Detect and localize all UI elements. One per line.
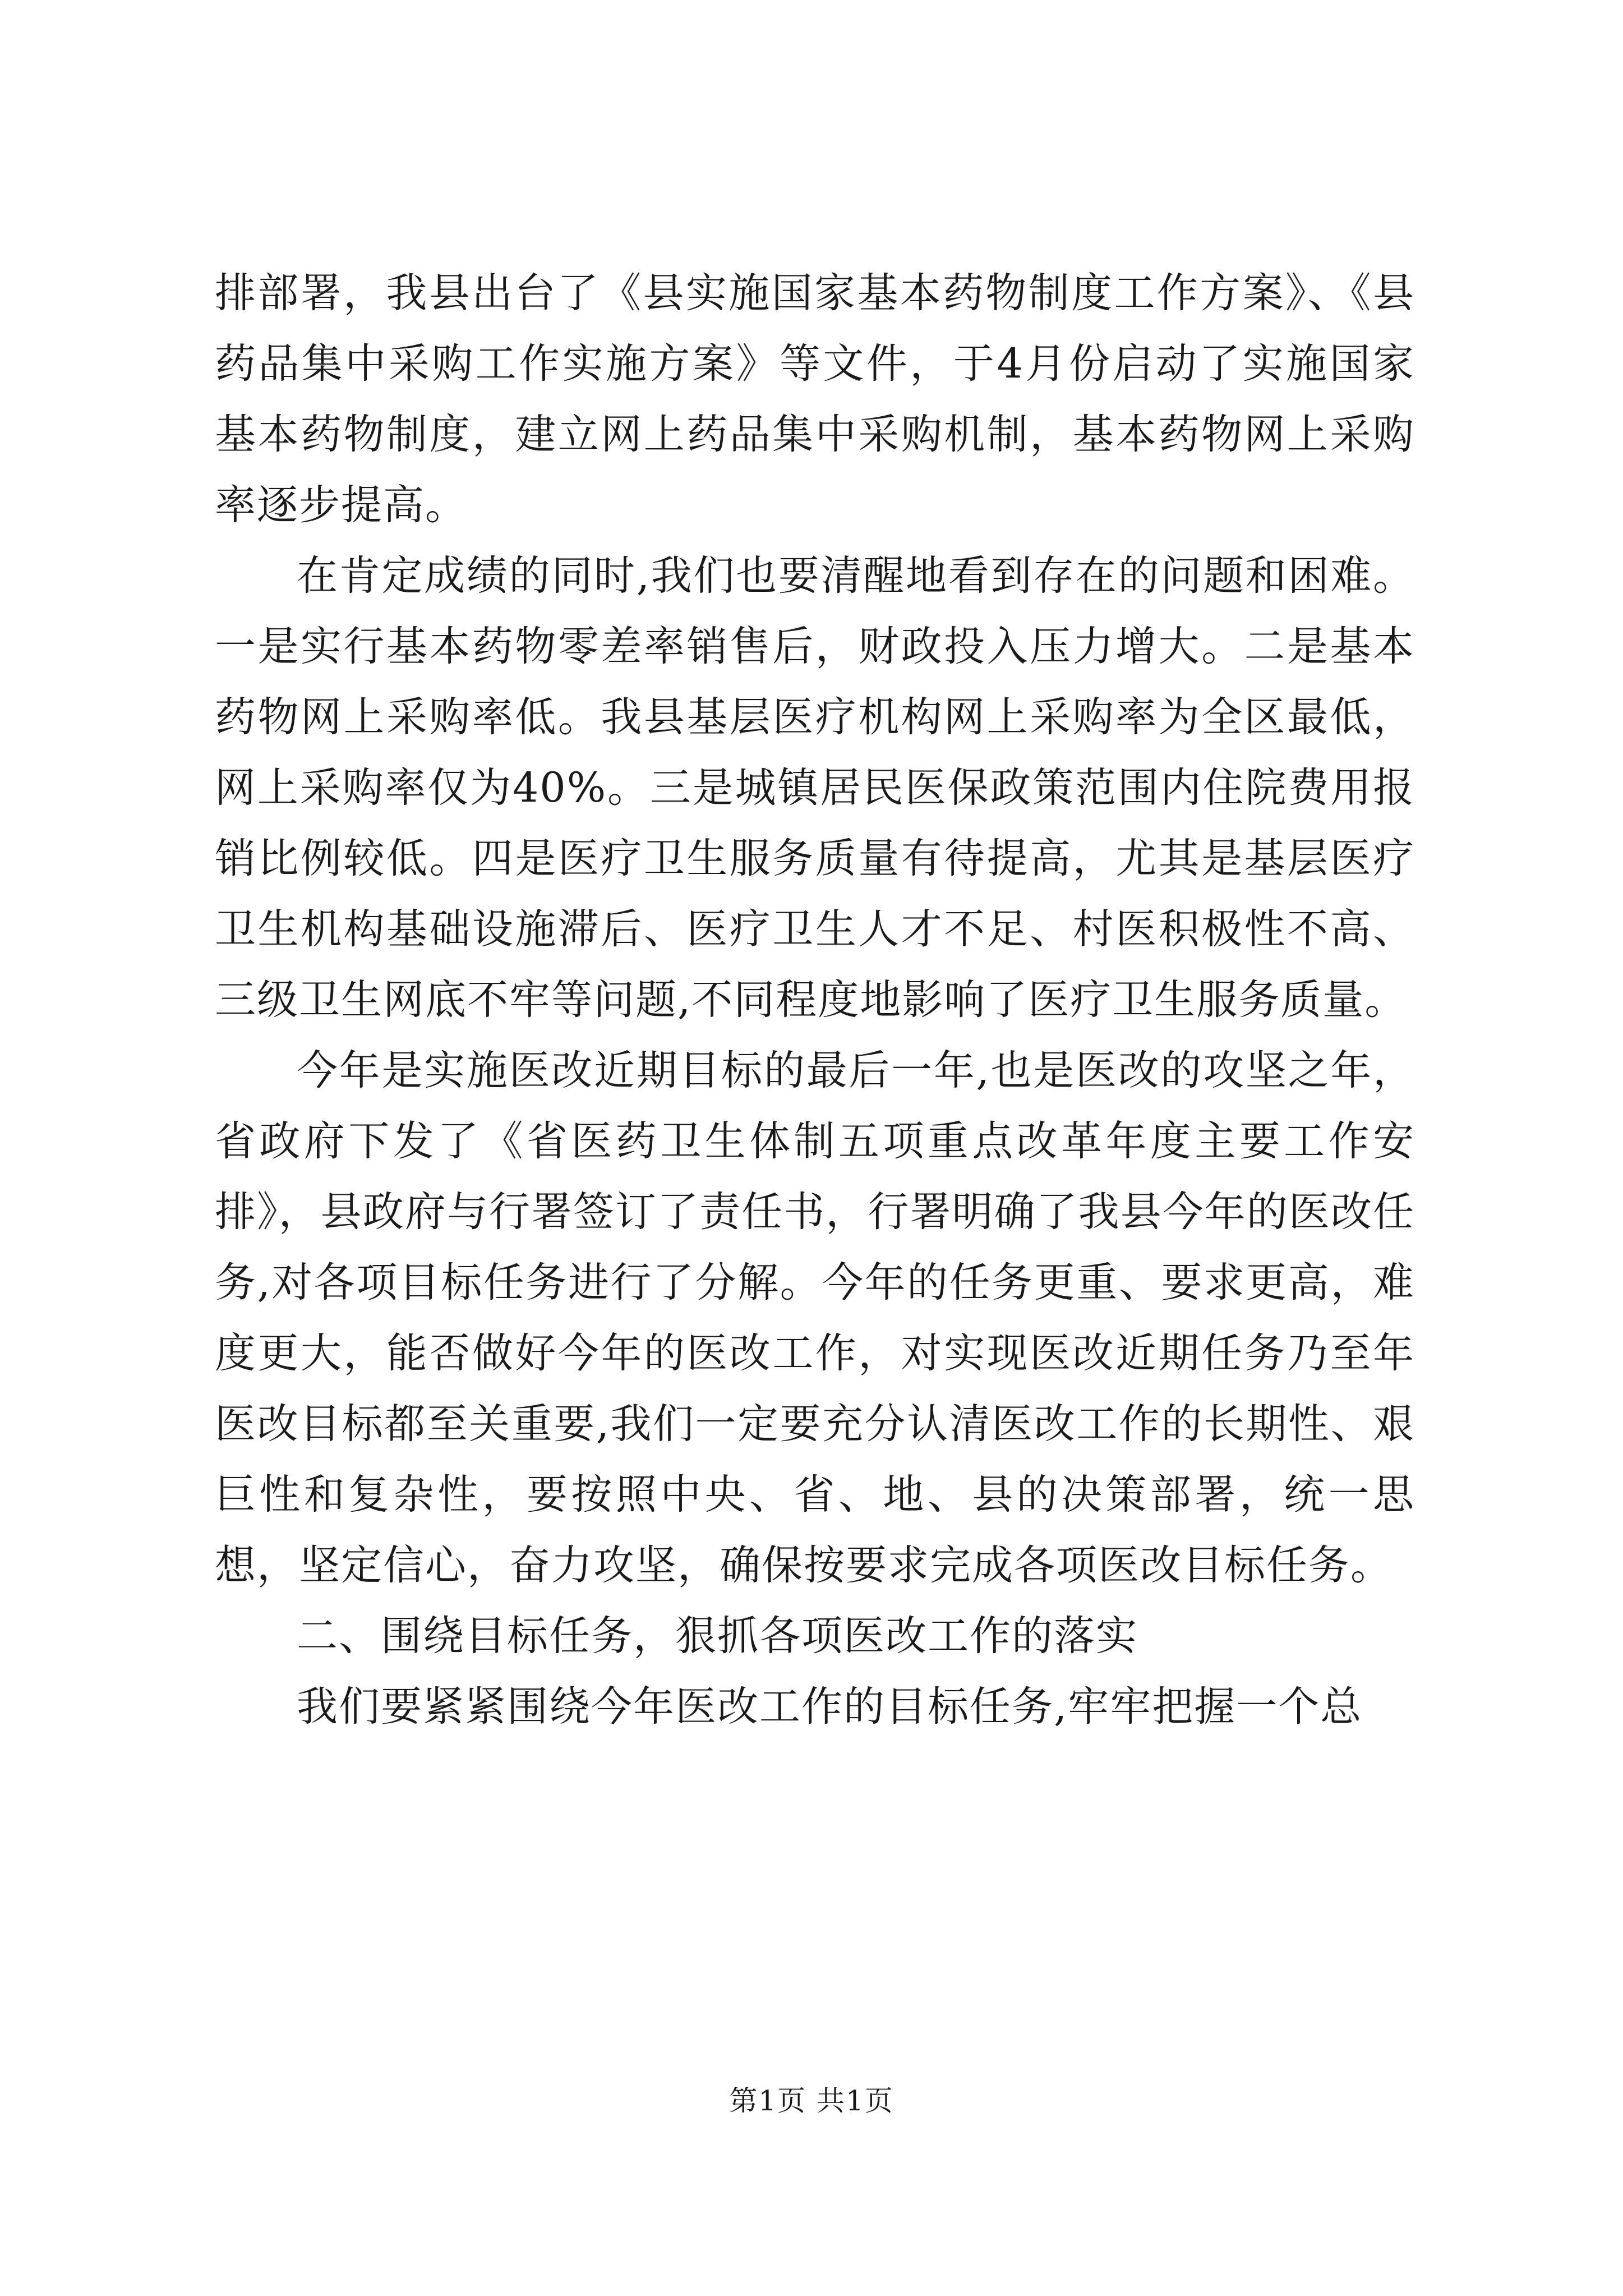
body-text xyxy=(215,258,1415,1742)
paragraph-this-year: 今年是实施医改近期目标的最后一年,也是医改的攻坚之年，省政府下发了《省医药卫生体制五项重点改革年度主要工作安排》，县政府与行署签订了责任书，行署明确了我县今年的医改任务,对各项目标任务进行了分解。今年的任务更重、要求更高，难度更大，能否做好今年的医改工作，对实现医改近期任务乃至年医改目标都至关重要,我们一定要充分认清医改工作的长期性、艰巨性和复杂性，要按照中央、省、地、县的决策部署，统一思想，坚定信心，奋力攻坚，确保按要求完成各项医改目标任务。 xyxy=(215,1047,1415,1589)
paragraph-continuation: 排部署，我县出台了《县实施国家基本药物制度工作方案》、《县药品集中采购工作实施方案》等文件，于4月份启动了实施国家基本药物制度，建立网上药品集中采购机制，基本药物网上采购率逐步提高。 xyxy=(215,269,1415,529)
section-heading: 二、围绕目标任务，狠抓各项医改工作的落实 xyxy=(297,1612,1138,1660)
page-number-footer: 第1页 共1页 xyxy=(729,2085,894,2117)
paragraph-problems: 在肯定成绩的同时,我们也要清醒地看到存在的问题和困难。一是实行基本药物零差率销售后，财政投入压力增大。二是基本药物网上采购率低。我县基层医疗机构网上采购率为全区最低，网上采购率仅为40%。三是城镇居民医保政策范围内住院费用报销比例较低。四是医疗卫生服务质量有待提高，尤其是基层医疗卫生机构基础设施滞后、医疗卫生人才不足、村医积极性不高、三级卫生网底不牢等问题,不同程度地影响了医疗卫生服务质量。 xyxy=(215,552,1415,1024)
paragraph-targets: 我们要紧紧围绕今年医改工作的目标任务,牢牢把握一个总 xyxy=(297,1683,1363,1731)
